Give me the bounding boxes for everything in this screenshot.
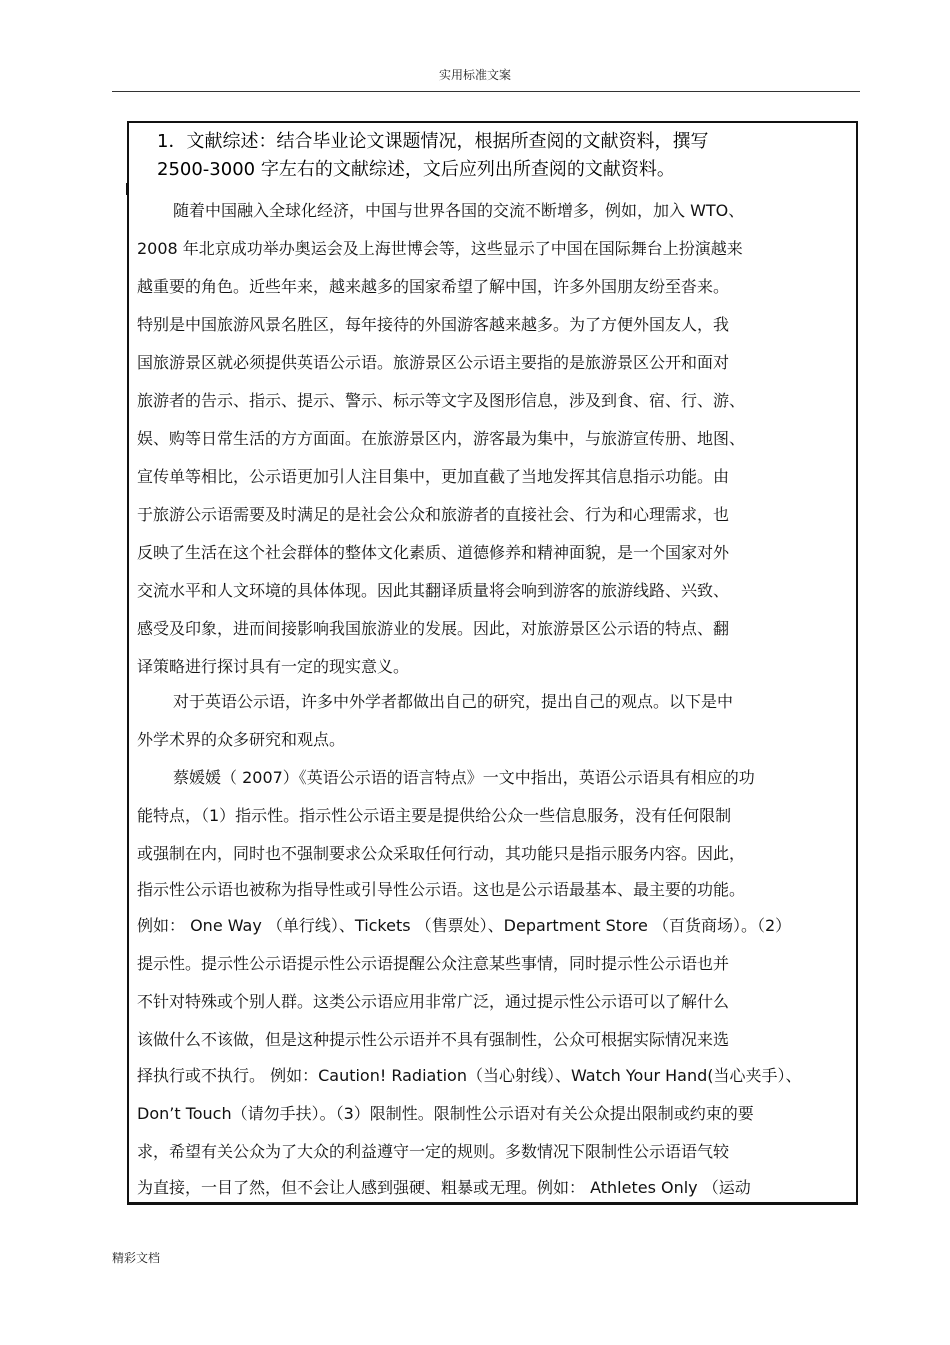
body-line: 该做什么不该做，但是这种提示性公示语并不具有强制性，公众可根据实际情况来选 (137, 1030, 730, 1049)
body-line: 宣传单等相比，公示语更加引人注目集中，更加直截了当地发挥其信息指示功能。由 (137, 467, 730, 486)
body-line: 指示性公示语也被称为指导性或引导性公示语。这也是公示语最基本、最主要的功能。 (137, 880, 746, 899)
heading-line: 2500-3000 字左右的文献综述，文后应列出所查阅的文献资料。 (157, 159, 675, 180)
body-line: 特别是中国旅游风景名胜区，每年接待的外国游客越来越多。为了方便外国友人，我 (137, 315, 730, 334)
heading-line: 1．文献综述：结合毕业论文课题情况，根据所查阅的文献资料，撰写 (157, 131, 709, 152)
page-footer: 精彩文档 (112, 1251, 161, 1265)
body-line: 不针对特殊或个别人群。这类公示语应用非常广泛，通过提示性公示语可以了解什么 (137, 992, 730, 1011)
body-line: 择执行或不执行。 例如：Caution! Radiation（当心射线）、Watch Your Hand(当心夹手）、 (137, 1066, 802, 1085)
body-line: 娱、购等日常生活的方方面面。在旅游景区内，游客最为集中，与旅游宣传册、地图、 (137, 429, 746, 448)
frame-margin-mark (126, 183, 129, 195)
header-divider (112, 91, 860, 92)
body-line: 于旅游公示语需要及时满足的是社会公众和旅游者的直接社会、行为和心理需求，也 (137, 505, 730, 524)
body-line: 求，希望有关公众为了大众的利益遵守一定的规则。多数情况下限制性公示语语气较 (137, 1142, 730, 1161)
body-line: 反映了生活在这个社会群体的整体文化素质、道德修养和精神面貌，是一个国家对外 (137, 543, 730, 562)
page-header: 实用标准文案 (438, 68, 511, 82)
body-line: 能特点，（1）指示性。指示性公示语主要是提供给公众一些信息服务，没有任何限制 (137, 806, 732, 825)
body-line: 译策略进行探讨具有一定的现实意义。 (137, 657, 410, 676)
body-line: 蔡媛媛（ 2007）《英语公示语的语言特点》一文中指出，英语公示语具有相应的功 (173, 768, 755, 787)
body-line: 提示性。提示性公示语提示性公示语提醒公众注意某些事情，同时提示性公示语也并 (137, 954, 730, 973)
body-line: 对于英语公示语，许多中外学者都做出自己的研究，提出自己的观点。以下是中 (173, 692, 734, 711)
body-line: 交流水平和人文环境的具体体现。因此其翻译质量将会响到游客的旅游线路、兴致、 (137, 581, 730, 600)
body-line: 越重要的角色。近些年来，越来越多的国家希望了解中国，许多外国朋友纷至沓来。 (137, 277, 730, 296)
body-line: 或强制在内，同时也不强制要求公众采取任何行动，其功能只是指示服务内容。因此， (137, 844, 746, 863)
body-line: 国旅游景区就必须提供英语公示语。旅游景区公示语主要指的是旅游景区公开和面对 (137, 353, 730, 372)
body-line: 随着中国融入全球化经济，中国与世界各国的交流不断增多，例如，加入 WTO、 (173, 201, 745, 220)
body-line: 例如： One Way （单行线）、Tickets （售票处）、Department Store （百货商场）。（2） (137, 916, 792, 935)
body-line: Don’t Touch（请勿手扶）。（3）限制性。限制性公示语对有关公众提出限制或约束的要 (137, 1104, 754, 1123)
body-line: 感受及印象，进而间接影响我国旅游业的发展。因此，对旅游景区公示语的特点、翻 (137, 619, 730, 638)
body-line: 旅游者的告示、指示、提示、警示、标示等文字及图形信息，涉及到食、宿、行、游、 (137, 391, 746, 410)
body-line: 2008 年北京成功举办奥运会及上海世博会等，这些显示了中国在国际舞台上扮演越来 (137, 239, 743, 258)
section-heading (157, 128, 837, 184)
body-line: 为直接，一目了然，但不会让人感到强硬、粗暴或无理。例如： Athletes Only （运动 (137, 1178, 751, 1197)
body-line: 外学术界的众多研究和观点。 (137, 730, 346, 749)
